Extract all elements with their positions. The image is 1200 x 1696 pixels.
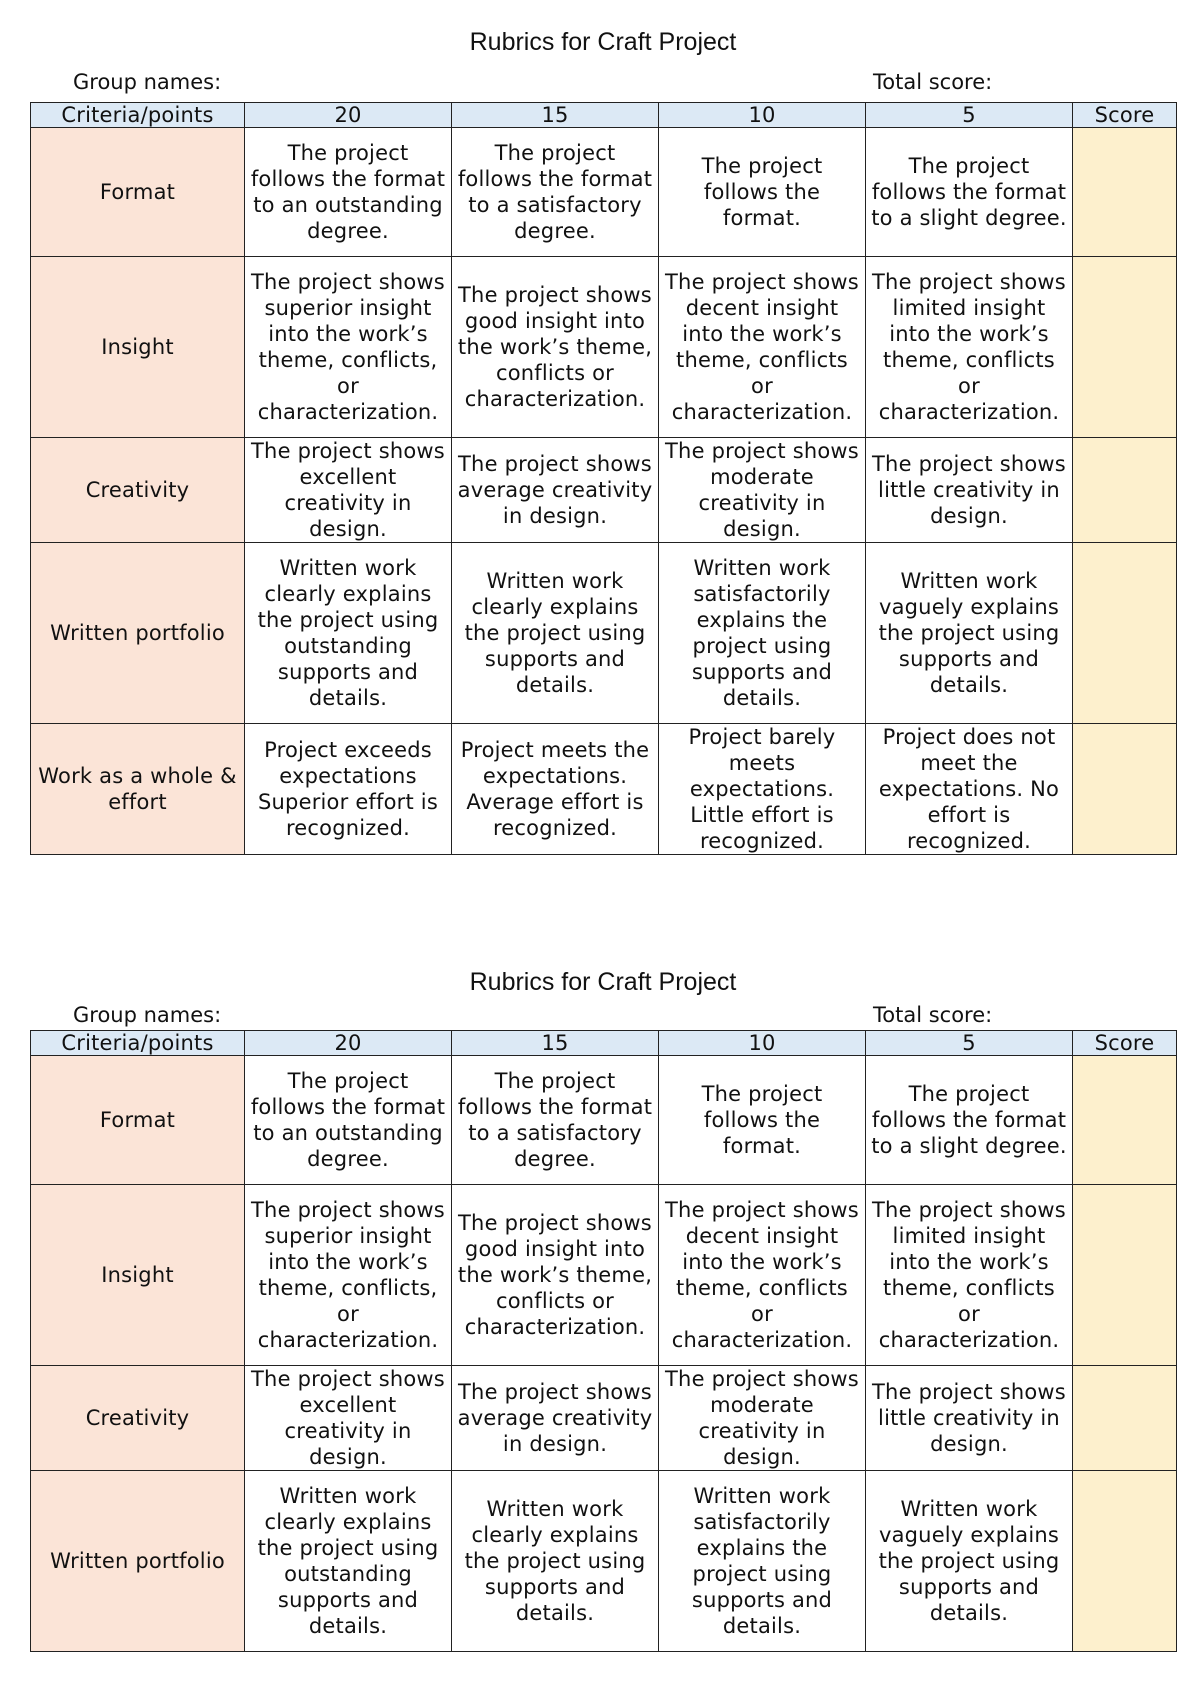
criteria-label: Creativity <box>31 438 245 543</box>
descriptor-cell: The project shows average creativity in design. <box>452 438 659 543</box>
group-names-label: Group names: <box>73 1003 222 1027</box>
descriptor-cell: Written work vaguely explains the project using supports and details. <box>866 1471 1073 1652</box>
rubric-table <box>30 102 1177 855</box>
table-row <box>31 257 1177 438</box>
descriptor-cell: The project shows decent insight into the work’s theme, conflicts or characterization. <box>659 1185 866 1366</box>
header-points-15: 15 <box>452 1031 659 1056</box>
descriptor-cell: The project shows moderate creativity in design. <box>659 1366 866 1471</box>
descriptor-cell: Written work satisfactorily explains the project using supports and details. <box>659 1471 866 1652</box>
table-row <box>31 128 1177 257</box>
criteria-label: Creativity <box>31 1366 245 1471</box>
header-points-5: 5 <box>866 103 1073 128</box>
descriptor-cell: Project exceeds expectations Superior effort is recognized. <box>245 724 452 855</box>
descriptor-cell: The project shows excellent creativity in design. <box>245 1366 452 1471</box>
descriptor-cell: The project follows the format. <box>659 1056 866 1185</box>
descriptor-cell: The project shows decent insight into the work’s theme, conflicts or characterization. <box>659 257 866 438</box>
rubric-table <box>30 1030 1177 1652</box>
rubric-title: Rubrics for Craft Project <box>469 968 737 996</box>
table-row <box>31 1056 1177 1185</box>
descriptor-cell: The project shows limited insight into the work’s theme, conflicts or characterization. <box>866 1185 1073 1366</box>
header-points-20: 20 <box>245 1031 452 1056</box>
score-cell[interactable] <box>1073 438 1177 543</box>
descriptor-cell: Written work clearly explains the project using outstanding supports and details. <box>245 1471 452 1652</box>
score-cell[interactable] <box>1073 1185 1177 1366</box>
criteria-label: Format <box>31 1056 245 1185</box>
descriptor-cell: The project shows superior insight into the work’s theme, conflicts, or characterization. <box>245 1185 452 1366</box>
table-row <box>31 724 1177 855</box>
descriptor-cell: Written work satisfactorily explains the project using supports and details. <box>659 543 866 724</box>
descriptor-cell: Written work clearly explains the project using supports and details. <box>452 1471 659 1652</box>
header-points-15: 15 <box>452 103 659 128</box>
header-row <box>31 1031 1177 1056</box>
descriptor-cell: The project shows excellent creativity in design. <box>245 438 452 543</box>
rubric-meta <box>30 1002 1176 1030</box>
descriptor-cell: The project follows the format to a satisfactory degree. <box>452 128 659 257</box>
descriptor-cell: The project shows limited insight into the work’s theme, conflicts or characterization. <box>866 257 1073 438</box>
table-row <box>31 1185 1177 1366</box>
group-names-label: Group names: <box>73 70 222 94</box>
header-points-10: 10 <box>659 103 866 128</box>
header-score: Score <box>1073 103 1177 128</box>
criteria-label: Insight <box>31 1185 245 1366</box>
table-row <box>31 1471 1177 1652</box>
descriptor-cell: Written work clearly explains the project using outstanding supports and details. <box>245 543 452 724</box>
criteria-label: Written portfolio <box>31 543 245 724</box>
score-cell[interactable] <box>1073 724 1177 855</box>
descriptor-cell: The project follows the format to an outstanding degree. <box>245 1056 452 1185</box>
score-cell[interactable] <box>1073 543 1177 724</box>
descriptor-cell: Project meets the expectations. Average effort is recognized. <box>452 724 659 855</box>
descriptor-cell: Project barely meets expectations. Little effort is recognized. <box>659 724 866 855</box>
descriptor-cell: The project shows good insight into the work’s theme, conflicts or characterization. <box>452 1185 659 1366</box>
score-cell[interactable] <box>1073 257 1177 438</box>
descriptor-cell: Written work vaguely explains the project using supports and details. <box>866 543 1073 724</box>
rubric-meta <box>30 62 1176 102</box>
descriptor-cell: The project follows the format to a slight degree. <box>866 1056 1073 1185</box>
header-score: Score <box>1073 1031 1177 1056</box>
criteria-label: Written portfolio <box>31 1471 245 1652</box>
header-points-5: 5 <box>866 1031 1073 1056</box>
descriptor-cell: Project does not meet the expectations. No effort is recognized. <box>866 724 1073 855</box>
descriptor-cell: Written work clearly explains the project using supports and details. <box>452 543 659 724</box>
rubric-sheet-1 <box>30 22 1176 855</box>
descriptor-cell: The project follows the format to a satisfactory degree. <box>452 1056 659 1185</box>
rubric-sheet-2 <box>30 962 1176 1652</box>
descriptor-cell: The project shows little creativity in design. <box>866 438 1073 543</box>
table-row <box>31 438 1177 543</box>
header-points-20: 20 <box>245 103 452 128</box>
score-cell[interactable] <box>1073 1366 1177 1471</box>
header-points-10: 10 <box>659 1031 866 1056</box>
header-criteria: Criteria/points <box>31 1031 245 1056</box>
descriptor-cell: The project follows the format to an outstanding degree. <box>245 128 452 257</box>
score-cell[interactable] <box>1073 1056 1177 1185</box>
descriptor-cell: The project shows good insight into the work’s theme, conflicts or characterization. <box>452 257 659 438</box>
total-score-label: Total score: <box>873 70 993 94</box>
descriptor-cell: The project shows average creativity in design. <box>452 1366 659 1471</box>
descriptor-cell: The project shows little creativity in design. <box>866 1366 1073 1471</box>
descriptor-cell: The project shows superior insight into the work’s theme, conflicts, or characterization. <box>245 257 452 438</box>
score-cell[interactable] <box>1073 128 1177 257</box>
rubric-title: Rubrics for Craft Project <box>469 28 737 56</box>
table-row <box>31 1366 1177 1471</box>
table-row <box>31 543 1177 724</box>
header-criteria: Criteria/points <box>31 103 245 128</box>
criteria-label: Format <box>31 128 245 257</box>
descriptor-cell: The project follows the format to a slight degree. <box>866 128 1073 257</box>
descriptor-cell: The project follows the format. <box>659 128 866 257</box>
total-score-label: Total score: <box>873 1003 993 1027</box>
header-row <box>31 103 1177 128</box>
descriptor-cell: The project shows moderate creativity in design. <box>659 438 866 543</box>
criteria-label: Insight <box>31 257 245 438</box>
criteria-label: Work as a whole & effort <box>31 724 245 855</box>
score-cell[interactable] <box>1073 1471 1177 1652</box>
